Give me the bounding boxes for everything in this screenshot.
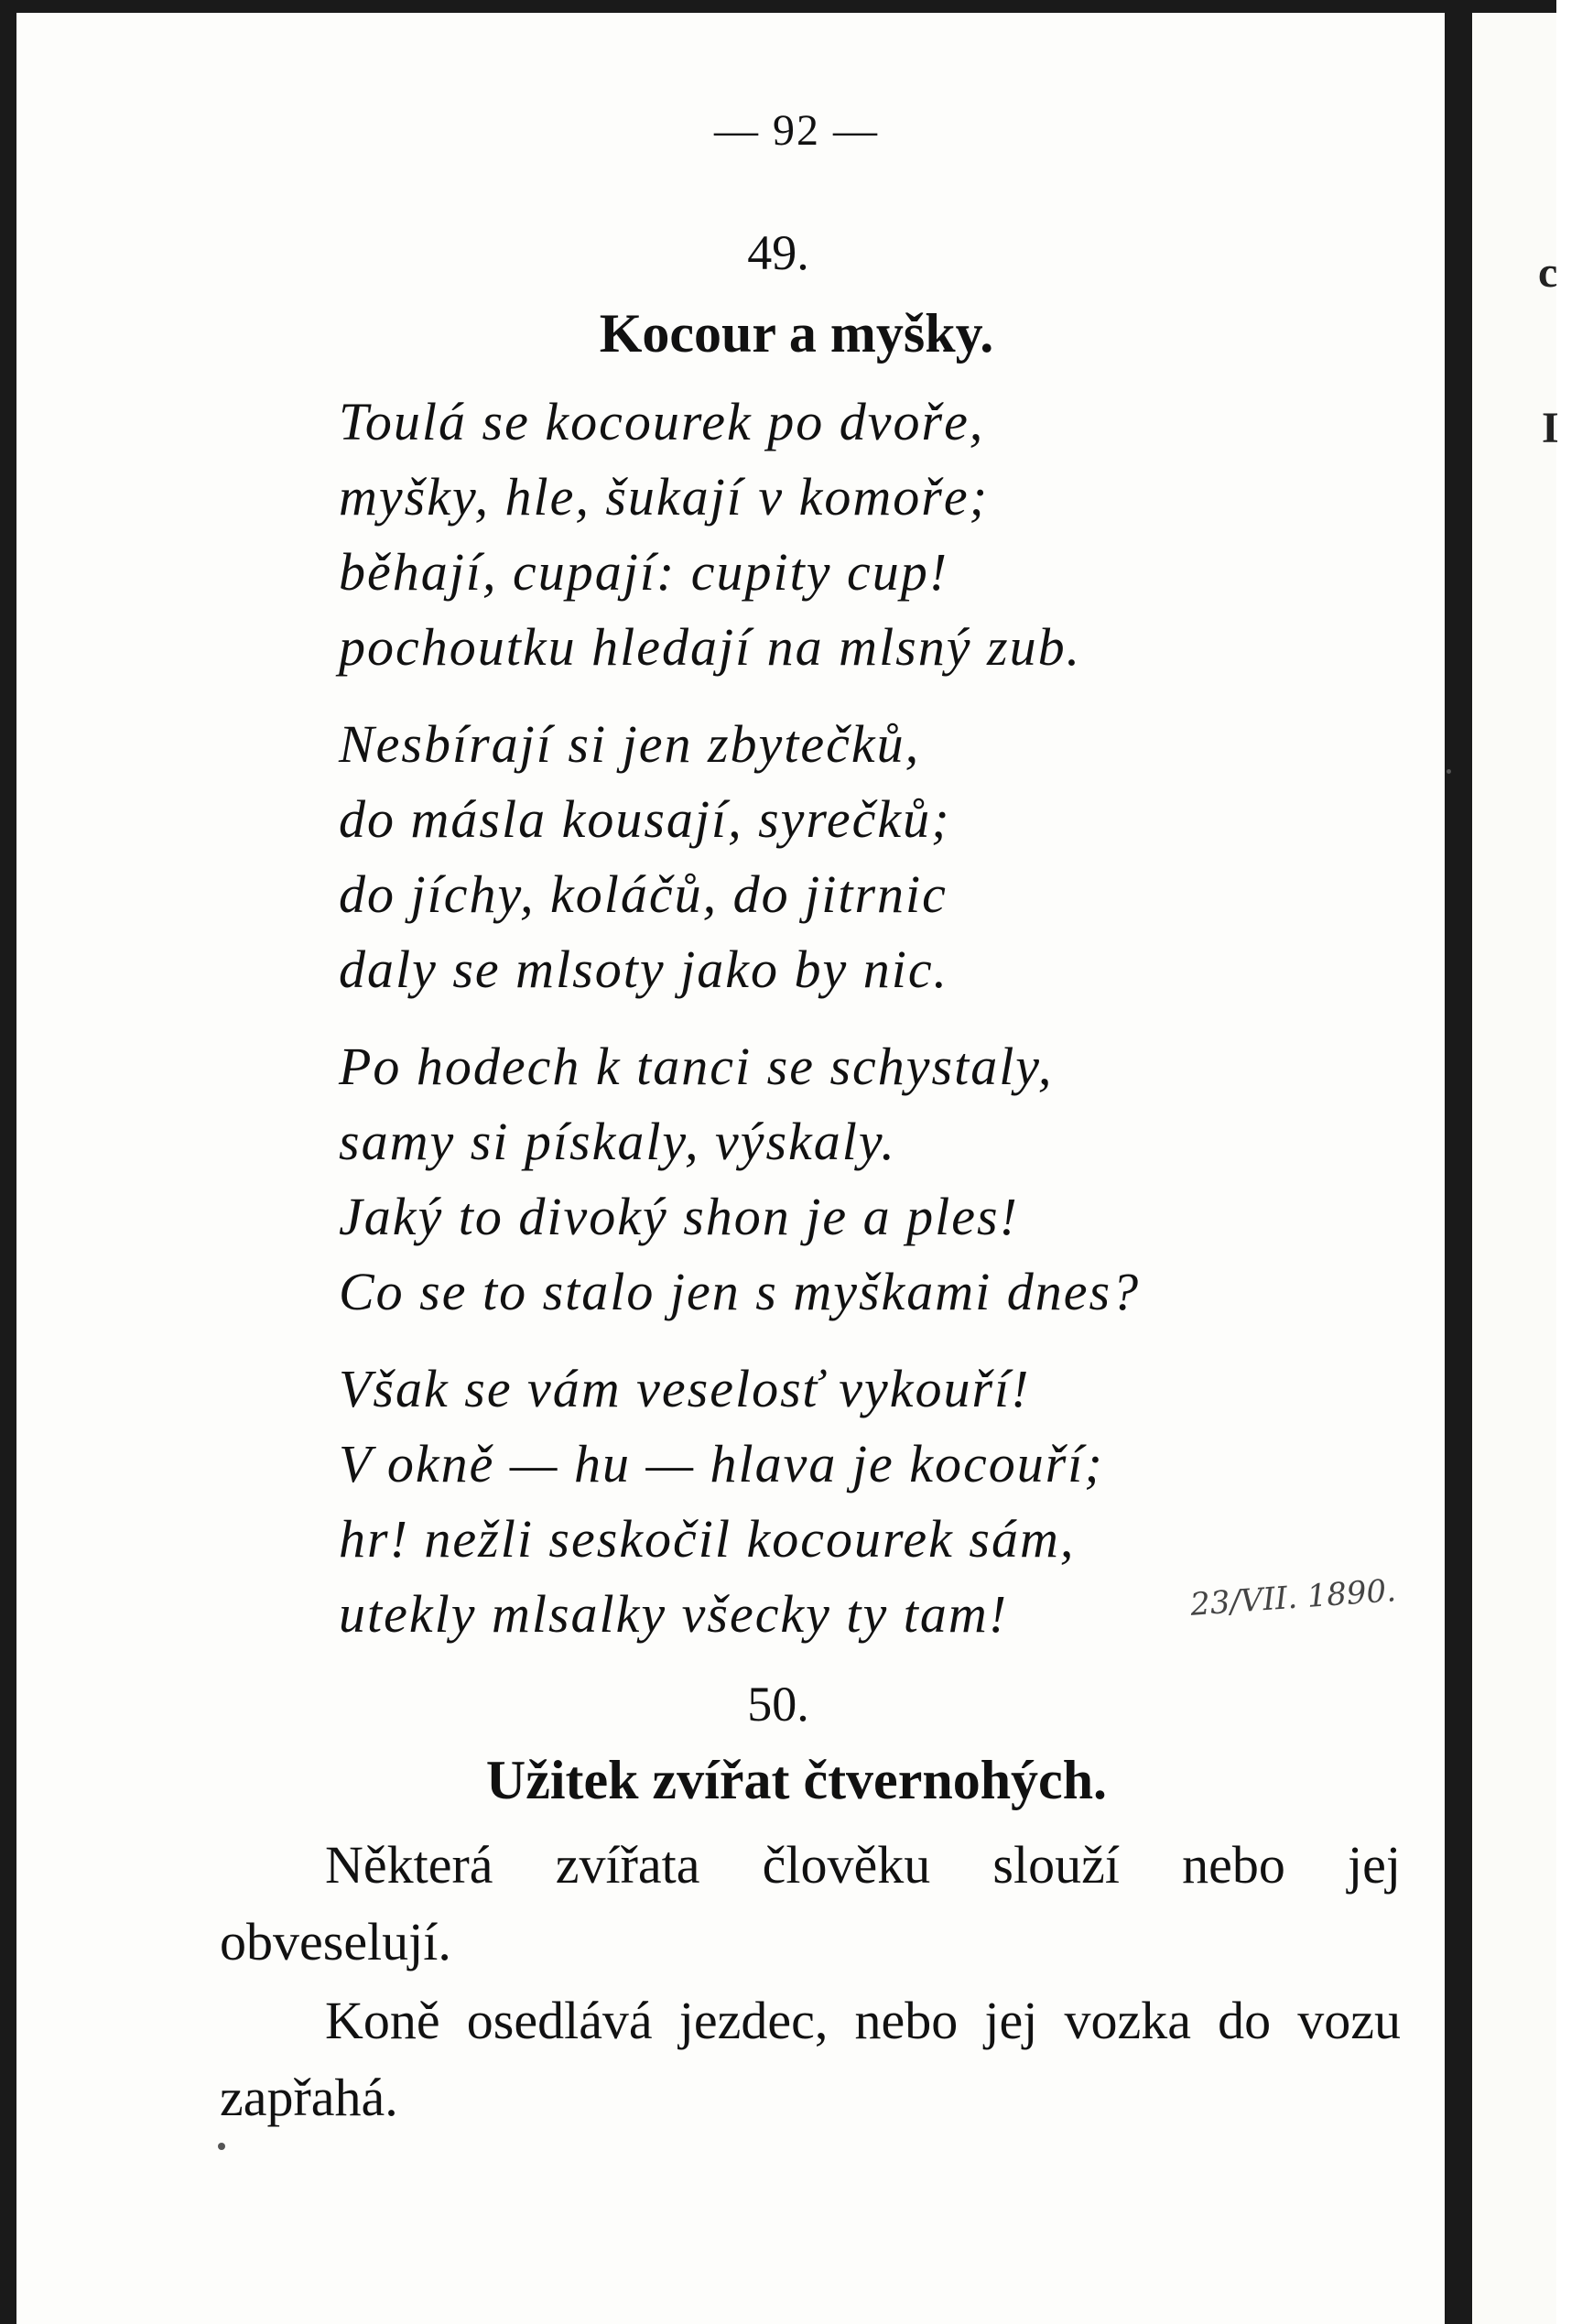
poem-line: hr! nežli seskočil kocourek sám, [339,1509,1076,1569]
stanza [339,1029,1364,1330]
poem-line: běhají, cupají: cupity cup! [339,542,949,602]
paragraph: Některá zvířata člověku slouží nebo jej obveselují. [220,1835,1401,1971]
poem-line: daly se mlsoty jako by nic. [339,939,949,999]
scan-border-top [0,0,1556,13]
next-page-letter: I [1542,404,1559,452]
poem-line: myšky, hle, šukají v komoře; [339,467,989,527]
poem [339,385,1364,1674]
ink-speck [218,2143,225,2150]
poem-line: Však se vám veselosť vykouří! [339,1359,1031,1418]
page-number: — 92 — [714,106,879,155]
poem-line: Nesbírají si jen zbytečků, [339,714,921,774]
poem-line: V okně — hu — hlava je kocouří; [339,1434,1104,1493]
poem-title: Kocour a myšky. [599,303,994,364]
prose-text [220,1827,1401,2138]
stanza [339,707,1364,1007]
poem-line: Toulá se kocourek po dvoře, [339,392,985,451]
poem-line: do jíchy, koláčů, do jitrnic [339,864,948,924]
poem-line: do másla kousají, syrečků; [339,789,951,849]
poem-line: Jaký to divoký shon je a ples! [339,1187,1019,1246]
poem-line: samy si pískaly, výskaly. [339,1112,896,1171]
next-page-letter: c [1538,248,1558,297]
stanza [339,385,1364,685]
section-title: Užitek zvířat čtvernohých. [485,1750,1108,1810]
poem-line: pochoutku hledají na mlsný zub. [339,617,1082,677]
poem-line: Po hodech k tanci se schystaly, [339,1037,1054,1096]
handwritten-date: 23/VII. 1890. [1188,1572,1398,1624]
poem-line: utekly mlsalky všecky ty tam! [339,1584,1009,1644]
poem-line: Co se to stalo jen s myškami dnes? [339,1262,1141,1321]
section-number: 50. [747,1677,809,1732]
ink-speck [1447,769,1451,774]
paragraph: Koně osedlává jezdec, nebo jej vozka do vozu zapřahá. [220,1991,1401,2127]
section-number: 49. [747,225,809,280]
